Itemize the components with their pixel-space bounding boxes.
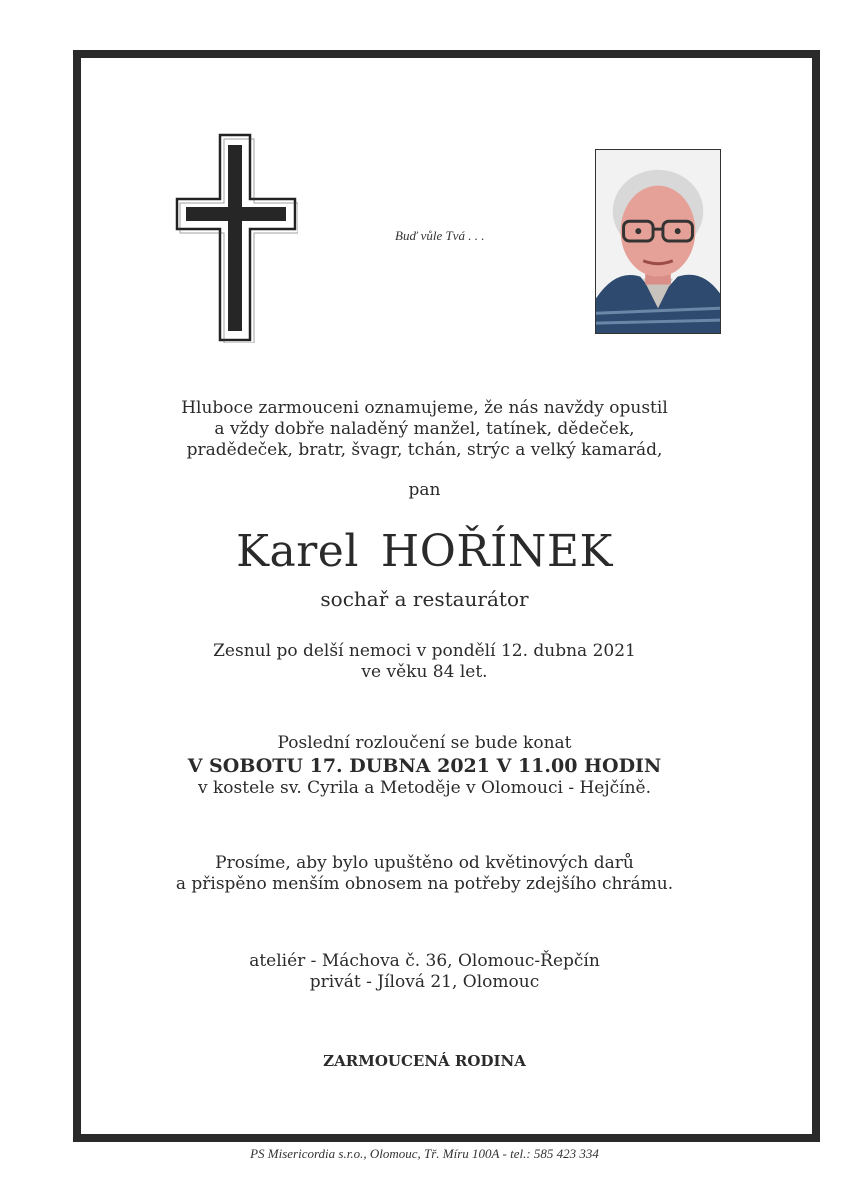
donation-request [0, 853, 849, 895]
farewell-intro: Poslední rozloučení se bude konat [277, 733, 572, 753]
footer-printer: PS Misericordia s.r.o., Olomouc, Tř. Míru 100A - tel.: 585 423 334 [250, 1146, 599, 1161]
intro-line: a vždy dobře naladěný manžel, tatínek, dědeček, [214, 419, 635, 439]
address-line: privát - Jílová 21, Olomouc [309, 972, 540, 992]
request-line: Prosíme, aby bylo upuštěno od květinových darů [215, 853, 634, 873]
death-line: ve věku 84 let. [361, 662, 488, 682]
deceased-name [0, 522, 849, 582]
signature-text: ZARMOUCENÁ RODINA [323, 1052, 526, 1070]
family-addresses [0, 951, 849, 993]
honorific [0, 480, 849, 501]
signature [0, 1051, 849, 1072]
cross-icon [174, 133, 298, 343]
announcement-intro [0, 398, 849, 461]
death-notice [0, 641, 849, 683]
first-name: Karel [236, 526, 359, 577]
farewell-info [0, 733, 849, 799]
intro-line: pradědeček, bratr, švagr, tchán, strýc a velký kamarád, [186, 440, 663, 460]
occupation-text: sochař a restaurátor [320, 587, 529, 611]
occupation [0, 587, 849, 611]
address-line: ateliér - Máchova č. 36, Olomouc-Řepčín [249, 951, 600, 971]
portrait-photo [595, 149, 721, 334]
motto-text: Buď vůle Tvá . . . [395, 228, 485, 243]
farewell-datetime: V SOBOTU 17. DUBNA 2021 V 11.00 HODIN [187, 755, 662, 777]
request-line: a přispěno menším obnosem na potřeby zdejšího chrámu. [175, 874, 674, 894]
death-line: Zesnul po delší nemoci v pondělí 12. dubna 2021 [213, 641, 636, 661]
intro-line: Hluboce zarmouceni oznamujeme, že nás navždy opustil [181, 398, 668, 418]
last-name: HOŘÍNEK [380, 526, 613, 577]
farewell-place: v kostele sv. Cyrila a Metoděje v Olomouci - Hejčíně. [197, 778, 652, 798]
honorific-text: pan [408, 480, 441, 500]
